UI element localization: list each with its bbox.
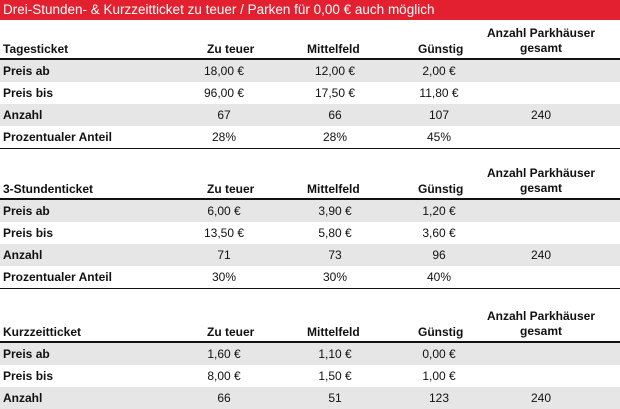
- cell-zu-teuer: 30%: [211, 270, 237, 284]
- cell-guenstig: 40%: [426, 270, 452, 284]
- cell-mittelfeld: 51: [328, 391, 342, 405]
- table-title: Tagesticket: [3, 42, 69, 56]
- tagesticket-header: [0, 20, 620, 60]
- table-divider: [0, 148, 620, 149]
- table-row: [0, 82, 620, 104]
- cell-zu-teuer: 13,50 €: [203, 226, 245, 240]
- row-label: Preis bis: [3, 369, 54, 383]
- cell-zu-teuer: 18,00 €: [203, 64, 245, 78]
- column-header-anzahl-line1: Anzahl Parkhäuser: [486, 309, 596, 323]
- table-row: [0, 200, 620, 222]
- column-header-anzahl-gesamt: [471, 26, 611, 56]
- table-row: [0, 266, 620, 288]
- column-header-anzahl-gesamt: [471, 309, 611, 339]
- cell-guenstig: 45%: [426, 130, 452, 144]
- cell-zu-teuer: 71: [217, 248, 231, 262]
- cell-mittelfeld: 73: [328, 248, 342, 262]
- row-label: Preis bis: [3, 86, 54, 100]
- cell-guenstig: 11,80 €: [419, 86, 459, 100]
- column-header-mittelfeld: Mittelfeld: [307, 182, 360, 196]
- cell-mittelfeld: 17,50 €: [314, 86, 356, 100]
- table-row: [0, 222, 620, 244]
- cell-mittelfeld: 1,50 €: [318, 369, 352, 383]
- column-header-anzahl-line2: gesamt: [519, 41, 563, 55]
- cell-mittelfeld: 28%: [322, 130, 348, 144]
- column-header-zu-teuer: Zu teuer: [207, 182, 255, 196]
- column-header-anzahl-gesamt: [471, 166, 611, 196]
- column-header-anzahl-line2: gesamt: [519, 324, 563, 338]
- row-label: Preis ab: [3, 204, 50, 218]
- cell-guenstig: 3,60 €: [422, 226, 456, 240]
- column-header-anzahl-line1: Anzahl Parkhäuser: [486, 166, 596, 180]
- table-divider: [0, 288, 620, 289]
- cell-zu-teuer: 28%: [211, 130, 237, 144]
- cell-guenstig: 1,00 €: [422, 369, 456, 383]
- cell-mittelfeld: 12,00 €: [314, 64, 356, 78]
- cell-guenstig: 107: [428, 108, 450, 122]
- table-row: [0, 244, 620, 266]
- row-label: Prozentualer Anteil: [3, 270, 112, 284]
- cell-mittelfeld: 30%: [322, 270, 348, 284]
- cell-gesamt: 240: [530, 248, 552, 262]
- cell-zu-teuer: 66: [217, 391, 231, 405]
- cell-mittelfeld: 66: [328, 108, 342, 122]
- cell-gesamt: 240: [530, 108, 552, 122]
- page-title-banner: [0, 0, 620, 20]
- table-row: [0, 104, 620, 126]
- column-header-mittelfeld: Mittelfeld: [307, 325, 360, 339]
- dreistundenticket-header: [0, 160, 620, 200]
- cell-zu-teuer: 1,60 €: [207, 347, 241, 361]
- column-header-guenstig: Günstig: [418, 182, 464, 196]
- page-title: Drei-Stunden- & Kurzzeitticket zu teuer / Parken für 0,00 € auch möglich: [3, 2, 435, 17]
- cell-guenstig: 2,00 €: [422, 64, 456, 78]
- column-header-guenstig: Günstig: [418, 325, 464, 339]
- cell-mittelfeld: 5,80 €: [318, 226, 352, 240]
- column-header-zu-teuer: Zu teuer: [207, 42, 255, 56]
- table-row: [0, 387, 620, 409]
- cell-guenstig: 0,00 €: [422, 347, 456, 361]
- cell-zu-teuer: 8,00 €: [207, 369, 241, 383]
- table-row: [0, 365, 620, 387]
- cell-mittelfeld: 3,90 €: [318, 204, 352, 218]
- column-header-anzahl-line1: Anzahl Parkhäuser: [486, 26, 596, 40]
- row-label: Preis ab: [3, 64, 50, 78]
- row-label: Preis ab: [3, 347, 50, 361]
- row-label: Prozentualer Anteil: [3, 130, 112, 144]
- cell-zu-teuer: 96,00 €: [203, 86, 245, 100]
- column-header-zu-teuer: Zu teuer: [207, 325, 255, 339]
- cell-guenstig: 1,20 €: [422, 204, 456, 218]
- column-header-guenstig: Günstig: [418, 42, 464, 56]
- row-label: Anzahl: [3, 248, 43, 262]
- kurzzeitticket-header: [0, 303, 620, 343]
- cell-zu-teuer: 6,00 €: [207, 204, 241, 218]
- table-row: [0, 343, 620, 365]
- row-label: Anzahl: [3, 391, 43, 405]
- cell-mittelfeld: 1,10 €: [318, 347, 352, 361]
- row-label: Preis bis: [3, 226, 54, 240]
- table-title: Kurzzeitticket: [3, 325, 82, 339]
- table-row: [0, 126, 620, 148]
- table-title: 3-Stundenticket: [3, 182, 94, 196]
- column-header-mittelfeld: Mittelfeld: [307, 42, 360, 56]
- cell-zu-teuer: 67: [217, 108, 231, 122]
- table-row: [0, 60, 620, 82]
- column-header-anzahl-line2: gesamt: [519, 181, 563, 195]
- cell-guenstig: 123: [428, 391, 450, 405]
- cell-gesamt: 240: [530, 391, 552, 405]
- row-label: Anzahl: [3, 108, 43, 122]
- cell-guenstig: 96: [432, 248, 446, 262]
